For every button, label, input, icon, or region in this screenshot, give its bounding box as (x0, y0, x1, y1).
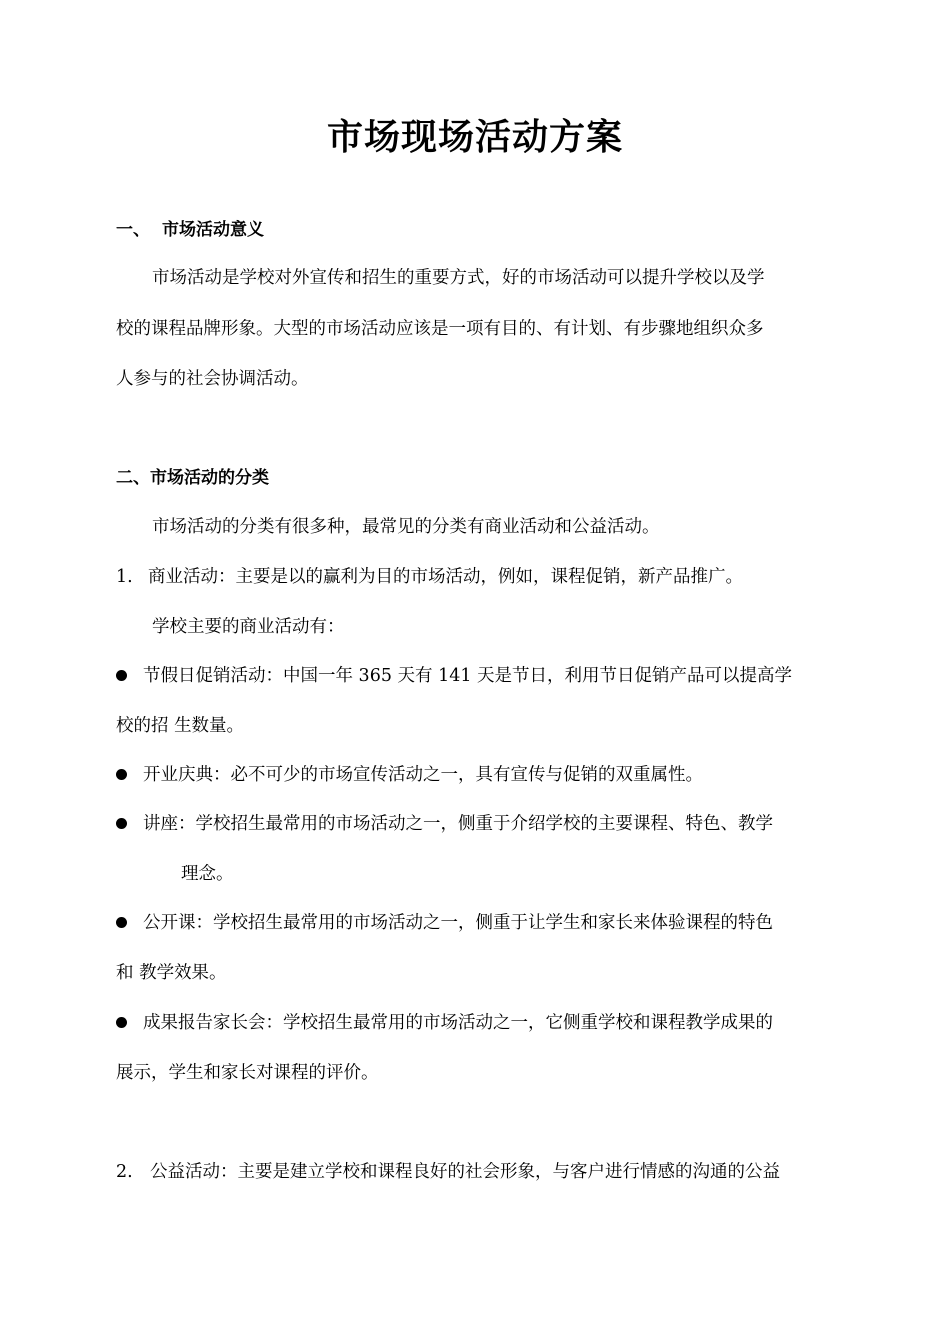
bullet-icon (116, 1017, 127, 1028)
item1-subintro: 学校主要的商业活动有： (152, 617, 345, 637)
bullet-icon (116, 917, 127, 928)
bullet-icon (116, 670, 127, 681)
bullet-3-line-2: 理念。 (181, 864, 234, 884)
section1-para-line-1: 市场活动是学校对外宣传和招生的重要方式，好的市场活动可以提升学校以及学 (152, 268, 765, 288)
section1-para-line-2: 校的课程品牌形象。大型的市场活动应该是一项有目的、有计划、有步骤地组织众多 (116, 319, 764, 339)
bullet-1-line-1: 节假日促销活动：中国一年 365 天有 141 天是节日，利用节日促销产品可以提高学 (143, 666, 793, 686)
bullet-icon (116, 818, 127, 829)
section1-para-line-3: 人参与的社会协调活动。 (116, 369, 309, 389)
item1-number: 1. (116, 567, 133, 587)
section1-number: 一、 (116, 220, 150, 240)
document-title: 市场现场活动方案 (326, 116, 623, 158)
item2-text: 公益活动：主要是建立学校和课程良好的社会形象，与客户进行情感的沟通的公益 (150, 1162, 780, 1182)
item1-text: 商业活动：主要是以的赢利为目的市场活动，例如，课程促销，新产品推广。 (148, 567, 743, 587)
item2-number: 2. (116, 1162, 133, 1182)
bullet-4-line-1: 公开课：学校招生最常用的市场活动之一，侧重于让学生和家长来体验课程的特色 (143, 913, 773, 933)
section2-heading: 二、市场活动的分类 (116, 468, 269, 488)
bullet-5-line-1: 成果报告家长会：学校招生最常用的市场活动之一，它侧重学校和课程教学成果的 (143, 1013, 773, 1033)
bullet-2-line-1: 开业庆典：必不可少的市场宣传活动之一，具有宣传与促销的双重属性。 (143, 765, 703, 785)
section1-heading: 市场活动意义 (162, 220, 264, 240)
section2-intro: 市场活动的分类有很多种，最常见的分类有商业活动和公益活动。 (152, 517, 660, 537)
bullet-5-line-2: 展示，学生和家长对课程的评价。 (116, 1063, 379, 1083)
bullet-icon (116, 769, 127, 780)
bullet-3-line-1: 讲座：学校招生最常用的市场活动之一，侧重于介绍学校的主要课程、特色、教学 (143, 814, 773, 834)
bullet-1-line-2: 校的招 生数量。 (116, 716, 245, 736)
bullet-4-line-2: 和 教学效果。 (116, 963, 227, 983)
